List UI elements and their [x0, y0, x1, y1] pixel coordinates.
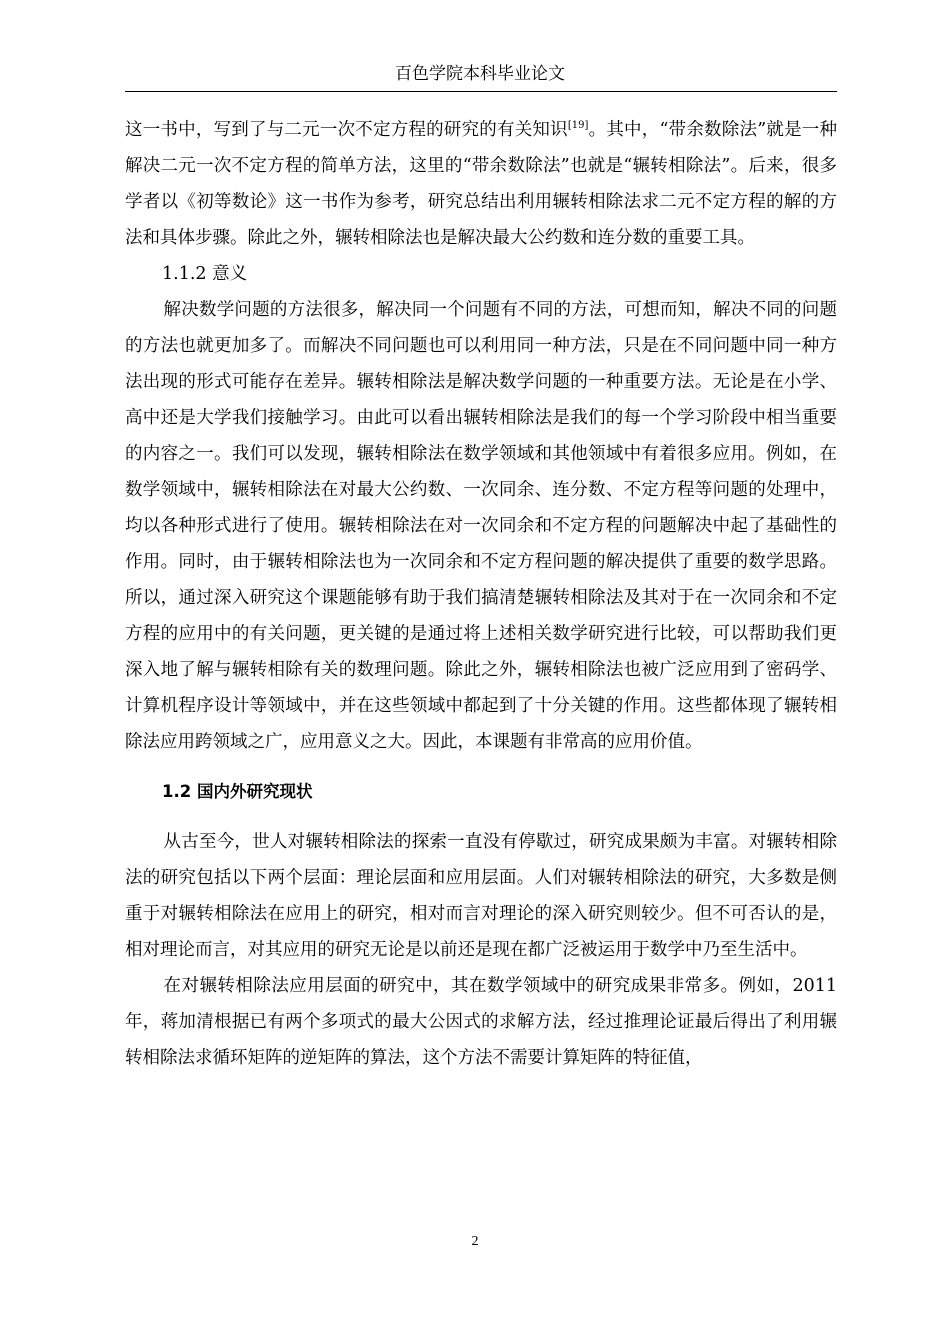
citation-ref: [19] [567, 120, 589, 131]
subsection-heading-significance: 1.1.2 意义 [162, 264, 248, 284]
body-text [125, 112, 837, 1076]
section-heading-research-status: 1.2 国内外研究现状 [162, 782, 313, 801]
running-header: 百色学院本科毕业论文 [395, 64, 565, 84]
page-number: 2 [471, 1234, 479, 1249]
paragraph-text: 。其中，“带余数除法”就是一种解决二元一次不定方程的简单方法，这里的“带余数除法”也就是“辗转相除法”。后来，很多学者以《初等数论》这一书作为参考，研究总结出利用辗转相除法求二元不定方程的解的方法和具体步骤。除此之外，辗转相除法也是解决最大公约数和连分数的重要工具。 [125, 120, 837, 248]
paragraph-intro-continuation [125, 112, 837, 256]
paragraph-application-research: 在对辗转相除法应用层面的研究中，其在数学领域中的研究成果非常多。例如，2011 年，蒋加清根据已有两个多项式的最大公因式的求解方法，经过推理论证最后得出了利用辗转相除法求循环矩阵的逆矩阵的算法，这个方法不需要计算矩阵的特征值， [125, 976, 837, 1068]
header-rule [125, 91, 837, 92]
paragraph-research-overview: 从古至今，世人对辗转相除法的探索一直没有停歇过，研究成果颇为丰富。对辗转相除法的研究包括以下两个层面：理论层面和应用层面。人们对辗转相除法的研究，大多数是侧重于对辗转相除法在应用上的研究，相对而言对理论的深入研究则较少。但不可否认的是，相对理论而言，对其应用的研究无论是以前还是现在都广泛被运用于数学中乃至生活中。 [125, 832, 837, 960]
paragraph-significance: 解决数学问题的方法很多，解决同一个问题有不同的方法，可想而知，解决不同的问题的方法也就更加多了。而解决不同问题也可以利用同一种方法，只是在不同问题中同一种方法出现的形式可能存在差异。辗转相除法是解决数学问题的一种重要方法。无论是在小学、高中还是大学我们接触学习。由此可以看出辗转相除法是我们的每一个学习阶段中相当重要的内容之一。我们可以发现，辗转相除法在数学领域和其他领域中有着很多应用。例如，在数学领域中，辗转相除法在对最大公约数、一次同余、连分数、不定方程等问题的处理中，均以各种形式进行了使用。辗转相除法在对一次同余和不定方程的问题解决中起了基础性的作用。同时，由于辗转相除法也为一次同余和不定方程问题的解决提供了重要的数学思路。所以，通过深入研究这个课题能够有助于我们搞清楚辗转相除法及其对于在一次同余和不定方程的应用中的有关问题，更关键的是通过将上述相关数学研究进行比较，可以帮助我们更深入地了解与辗转相除有关的数理问题。除此之外，辗转相除法也被广泛应用到了密码学、计算机程序设计等领域中，并在这些领域中都起到了十分关键的作用。这些都体现了辗转相除法应用跨领域之广，应用意义之大。因此，本课题有非常高的应用价值。 [125, 300, 837, 752]
paragraph-text: 这一书中，写到了与二元一次不定方程的研究的有关知识 [125, 120, 568, 140]
